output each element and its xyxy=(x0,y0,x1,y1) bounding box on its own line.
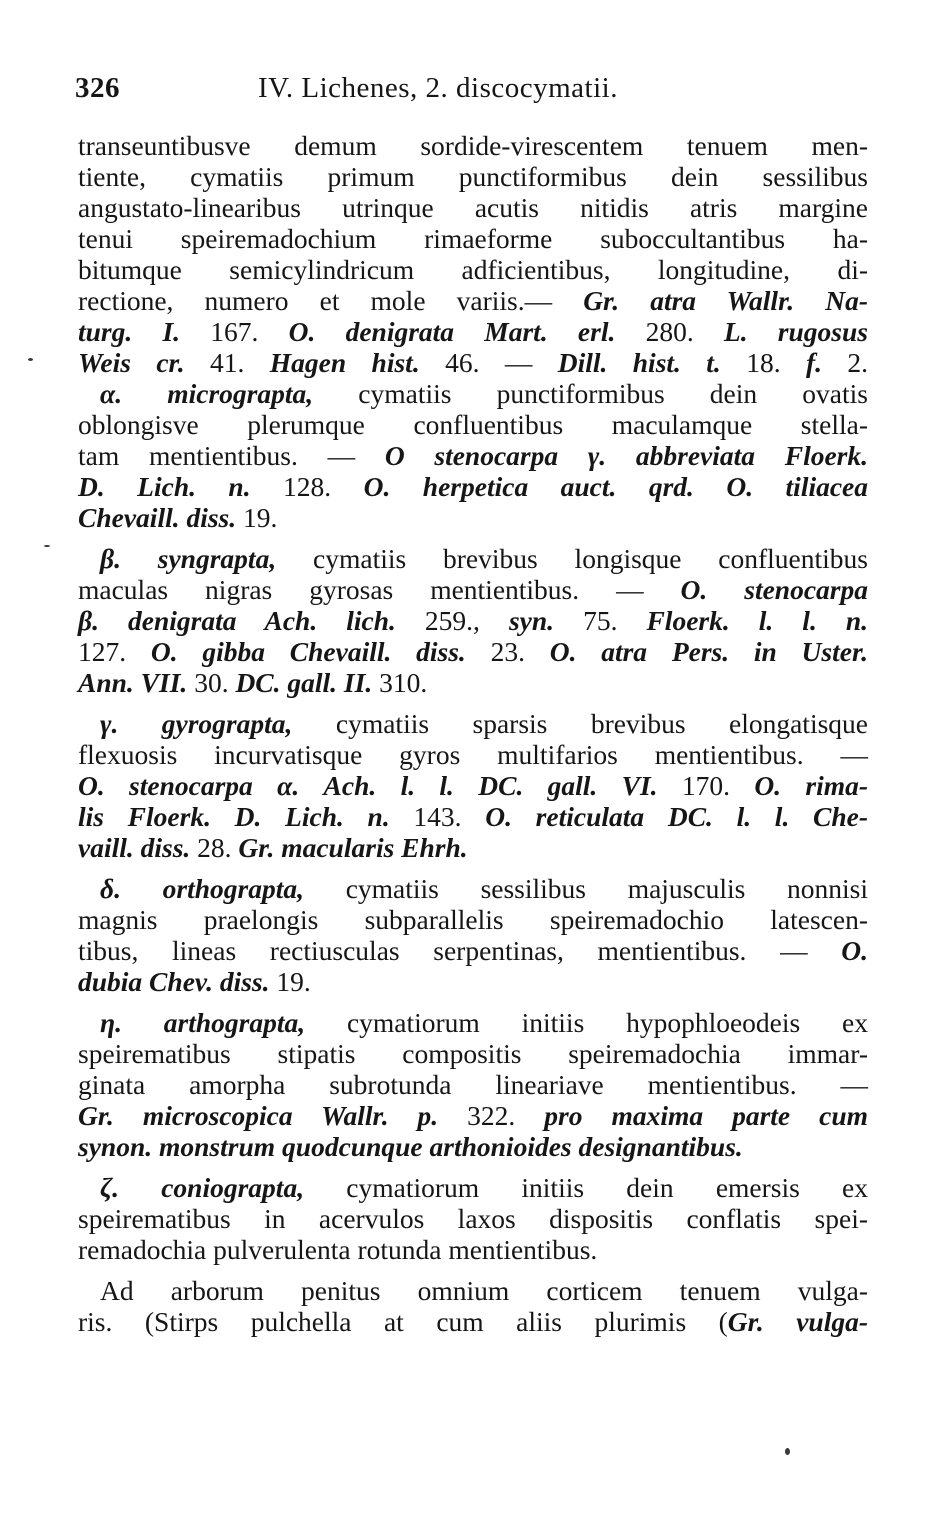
text-run: 18. xyxy=(746,347,806,378)
paragraph-gap xyxy=(78,1265,868,1275)
text-run: oblongisve plerumque confluentibus maculamque stella- xyxy=(78,409,868,440)
text-line xyxy=(78,1100,868,1131)
text-run: 2. xyxy=(847,347,869,378)
text-line xyxy=(78,935,868,966)
bold-italic-run: O. herpetica auct. qrd. O. tiliacea xyxy=(363,471,869,502)
text-line xyxy=(78,1306,868,1337)
text-line xyxy=(78,1007,868,1038)
text-line xyxy=(78,130,868,161)
bold-italic-run: Weis cr. xyxy=(78,347,210,378)
print-speck xyxy=(28,358,33,361)
bold-italic-run: pro maxima parte cum xyxy=(544,1100,869,1131)
text-line xyxy=(78,667,868,698)
bold-italic-run: f. xyxy=(805,347,848,378)
text-run: cymatiis brevibus longisque confluentibus xyxy=(313,543,868,574)
text-run: 280. xyxy=(645,316,724,347)
text-line xyxy=(78,502,868,533)
bold-italic-run: Hagen hist. xyxy=(269,347,446,378)
bold-italic-run: Ann. VII. xyxy=(78,667,195,698)
text-run: maculas nigras gyrosas mentientibus. — xyxy=(78,574,681,605)
text-run: tenui speiremadochium rimaeforme suboccultantibus ha- xyxy=(78,223,868,254)
paragraph-gap xyxy=(78,1162,868,1172)
text-line xyxy=(78,347,868,378)
bold-italic-run: vaill. diss. xyxy=(78,832,198,863)
bold-italic-run: Gr. macularis Ehrh. xyxy=(238,832,468,863)
text-run: cymatiis sparsis brevibus elongatisque xyxy=(335,708,868,739)
bold-italic-run: ζ. coniograpta, xyxy=(100,1172,347,1203)
paragraph-gap xyxy=(78,997,868,1007)
text-line xyxy=(78,440,868,471)
text-run: flexuosis incurvatisque gyros multifarios mentientibus. — xyxy=(78,739,868,770)
text-run: 128. xyxy=(283,471,364,502)
text-run: transeuntibusve demum sordide-virescentem tenuem men- xyxy=(78,130,868,161)
bold-italic-run: γ. gyrograpta, xyxy=(100,708,336,739)
print-speck xyxy=(785,1448,790,1455)
text-run: cymatiis punctiformibus dein ovatis xyxy=(358,378,868,409)
bold-italic-run: Gr. microscopica Wallr. p. xyxy=(78,1100,468,1131)
text-run: 46. — xyxy=(445,347,558,378)
text-run: 30. xyxy=(194,667,236,698)
running-title: IV. Lichenes, 2. discocymatii. xyxy=(258,72,618,104)
text-line xyxy=(78,1203,868,1234)
bold-italic-run: O stenocarpa γ. abbreviata Floerk. xyxy=(384,440,868,471)
text-line xyxy=(78,966,868,997)
text-run: bitumque semicylindricum adficientibus, longitudine, di- xyxy=(78,254,868,285)
text-line xyxy=(78,285,868,316)
text-line xyxy=(78,708,868,739)
text-run: cymatiorum initiis dein emersis ex xyxy=(346,1172,869,1203)
text-line xyxy=(78,1234,868,1265)
bold-italic-run: Dill. hist. t. xyxy=(557,347,747,378)
text-line xyxy=(78,873,868,904)
print-speck xyxy=(44,545,50,547)
text-line xyxy=(78,254,868,285)
text-run: Ad arborum penitus omnium corticem tenuem vulga- xyxy=(100,1275,868,1306)
text-line xyxy=(78,378,868,409)
page-header xyxy=(75,72,875,112)
body-text xyxy=(78,130,868,1337)
text-run: speirematibus in acervulos laxos dispositis conflatis spei- xyxy=(78,1203,868,1234)
text-line xyxy=(78,1172,868,1203)
text-run: remadochia pulverulenta rotunda mentientibus. xyxy=(78,1234,598,1265)
text-run: rectione, numero et mole variis.— xyxy=(78,285,584,316)
text-run: 19. xyxy=(276,966,311,997)
bold-italic-run: O. denigrata Mart. erl. xyxy=(288,316,646,347)
bold-italic-run: DC. gall. II. xyxy=(235,667,380,698)
paragraph-gap xyxy=(78,698,868,708)
text-line xyxy=(78,1069,868,1100)
text-line xyxy=(78,471,868,502)
text-run: tam mentientibus. — xyxy=(78,440,385,471)
text-run: 170. xyxy=(681,770,755,801)
bold-italic-run: δ. orthograpta, xyxy=(100,873,346,904)
text-line xyxy=(78,574,868,605)
bold-italic-run: Chevaill. diss. xyxy=(78,502,244,533)
text-run: 310. xyxy=(379,667,428,698)
text-run: tiente, cymatiis primum punctiformibus dein sessilibus xyxy=(78,161,868,192)
bold-italic-run: D. Lich. n. xyxy=(78,471,284,502)
text-line xyxy=(78,770,868,801)
bold-italic-run: Gr. atra Wallr. Na- xyxy=(583,285,868,316)
bold-italic-run: β. denigrata Ach. lich. xyxy=(78,605,425,636)
text-line xyxy=(78,223,868,254)
text-run: 167. xyxy=(210,316,289,347)
text-run: 259., xyxy=(424,605,509,636)
text-line xyxy=(78,316,868,347)
bold-italic-run: O. stenocarpa xyxy=(680,574,868,605)
text-run: angustato-linearibus utrinque acutis nitidis atris margine xyxy=(78,192,868,223)
text-line xyxy=(78,1131,868,1162)
text-line xyxy=(78,409,868,440)
bold-italic-run: O. rima- xyxy=(754,770,869,801)
text-line xyxy=(78,1038,868,1069)
text-run: ginata amorpha subrotunda lineariave mentientibus. — xyxy=(78,1069,868,1100)
text-run: cymatiis sessilibus majusculis nonnisi xyxy=(345,873,868,904)
text-run: ris. (Stirps pulchella at cum aliis plurimis ( xyxy=(78,1306,728,1337)
page-number: 326 xyxy=(75,72,120,104)
bold-italic-run: Gr. vulga- xyxy=(727,1306,869,1337)
text-line xyxy=(78,543,868,574)
text-run: 28. xyxy=(197,832,239,863)
text-line xyxy=(78,605,868,636)
text-run: magnis praelongis subparallelis speiremadochio latescen- xyxy=(78,904,868,935)
text-run: 41. xyxy=(210,347,270,378)
text-run: tibus, lineas rectiusculas serpentinas, mentientibus. — xyxy=(78,935,842,966)
text-run: cymatiorum initiis hypophloeodeis ex xyxy=(346,1007,868,1038)
bold-italic-run: O. reticulata DC. l. l. Che- xyxy=(485,801,869,832)
text-line xyxy=(78,832,868,863)
bold-italic-run: O. xyxy=(841,935,868,966)
bold-italic-run: β. syngrapta, xyxy=(100,543,314,574)
text-run: 19. xyxy=(243,502,278,533)
paragraph-gap xyxy=(78,863,868,873)
paragraph-gap xyxy=(78,533,868,543)
text-line xyxy=(78,739,868,770)
bold-italic-run: syn. xyxy=(508,605,584,636)
bold-italic-run: lis Floerk. D. Lich. n. xyxy=(78,801,414,832)
text-run: 143. xyxy=(413,801,486,832)
text-run: 322. xyxy=(467,1100,545,1131)
text-line xyxy=(78,1275,868,1306)
bold-italic-run: synon. monstrum quodcunque arthonioides designantibus. xyxy=(78,1131,743,1162)
text-line xyxy=(78,904,868,935)
text-line xyxy=(78,801,868,832)
text-run: speirematibus stipatis compositis speiremadochia immar- xyxy=(78,1038,868,1069)
bold-italic-run: O. atra Pers. in Uster. xyxy=(549,636,869,667)
bold-italic-run: Floerk. l. l. n. xyxy=(646,605,869,636)
bold-italic-run: η. arthograpta, xyxy=(100,1007,347,1038)
bold-italic-run: O. gibba Chevaill. diss. xyxy=(150,636,491,667)
text-run: 127. xyxy=(78,636,151,667)
bold-italic-run: turg. I. xyxy=(78,316,211,347)
text-line xyxy=(78,636,868,667)
text-line xyxy=(78,192,868,223)
bold-italic-run: L. rugosus xyxy=(723,316,868,347)
bold-italic-run: O. stenocarpa α. Ach. l. l. DC. gall. VI. xyxy=(78,770,682,801)
text-line xyxy=(78,161,868,192)
text-run: 23. xyxy=(490,636,550,667)
bold-italic-run: dubia Chev. diss. xyxy=(78,966,277,997)
bold-italic-run: α. micrograpta, xyxy=(100,378,359,409)
text-run: 75. xyxy=(583,605,647,636)
